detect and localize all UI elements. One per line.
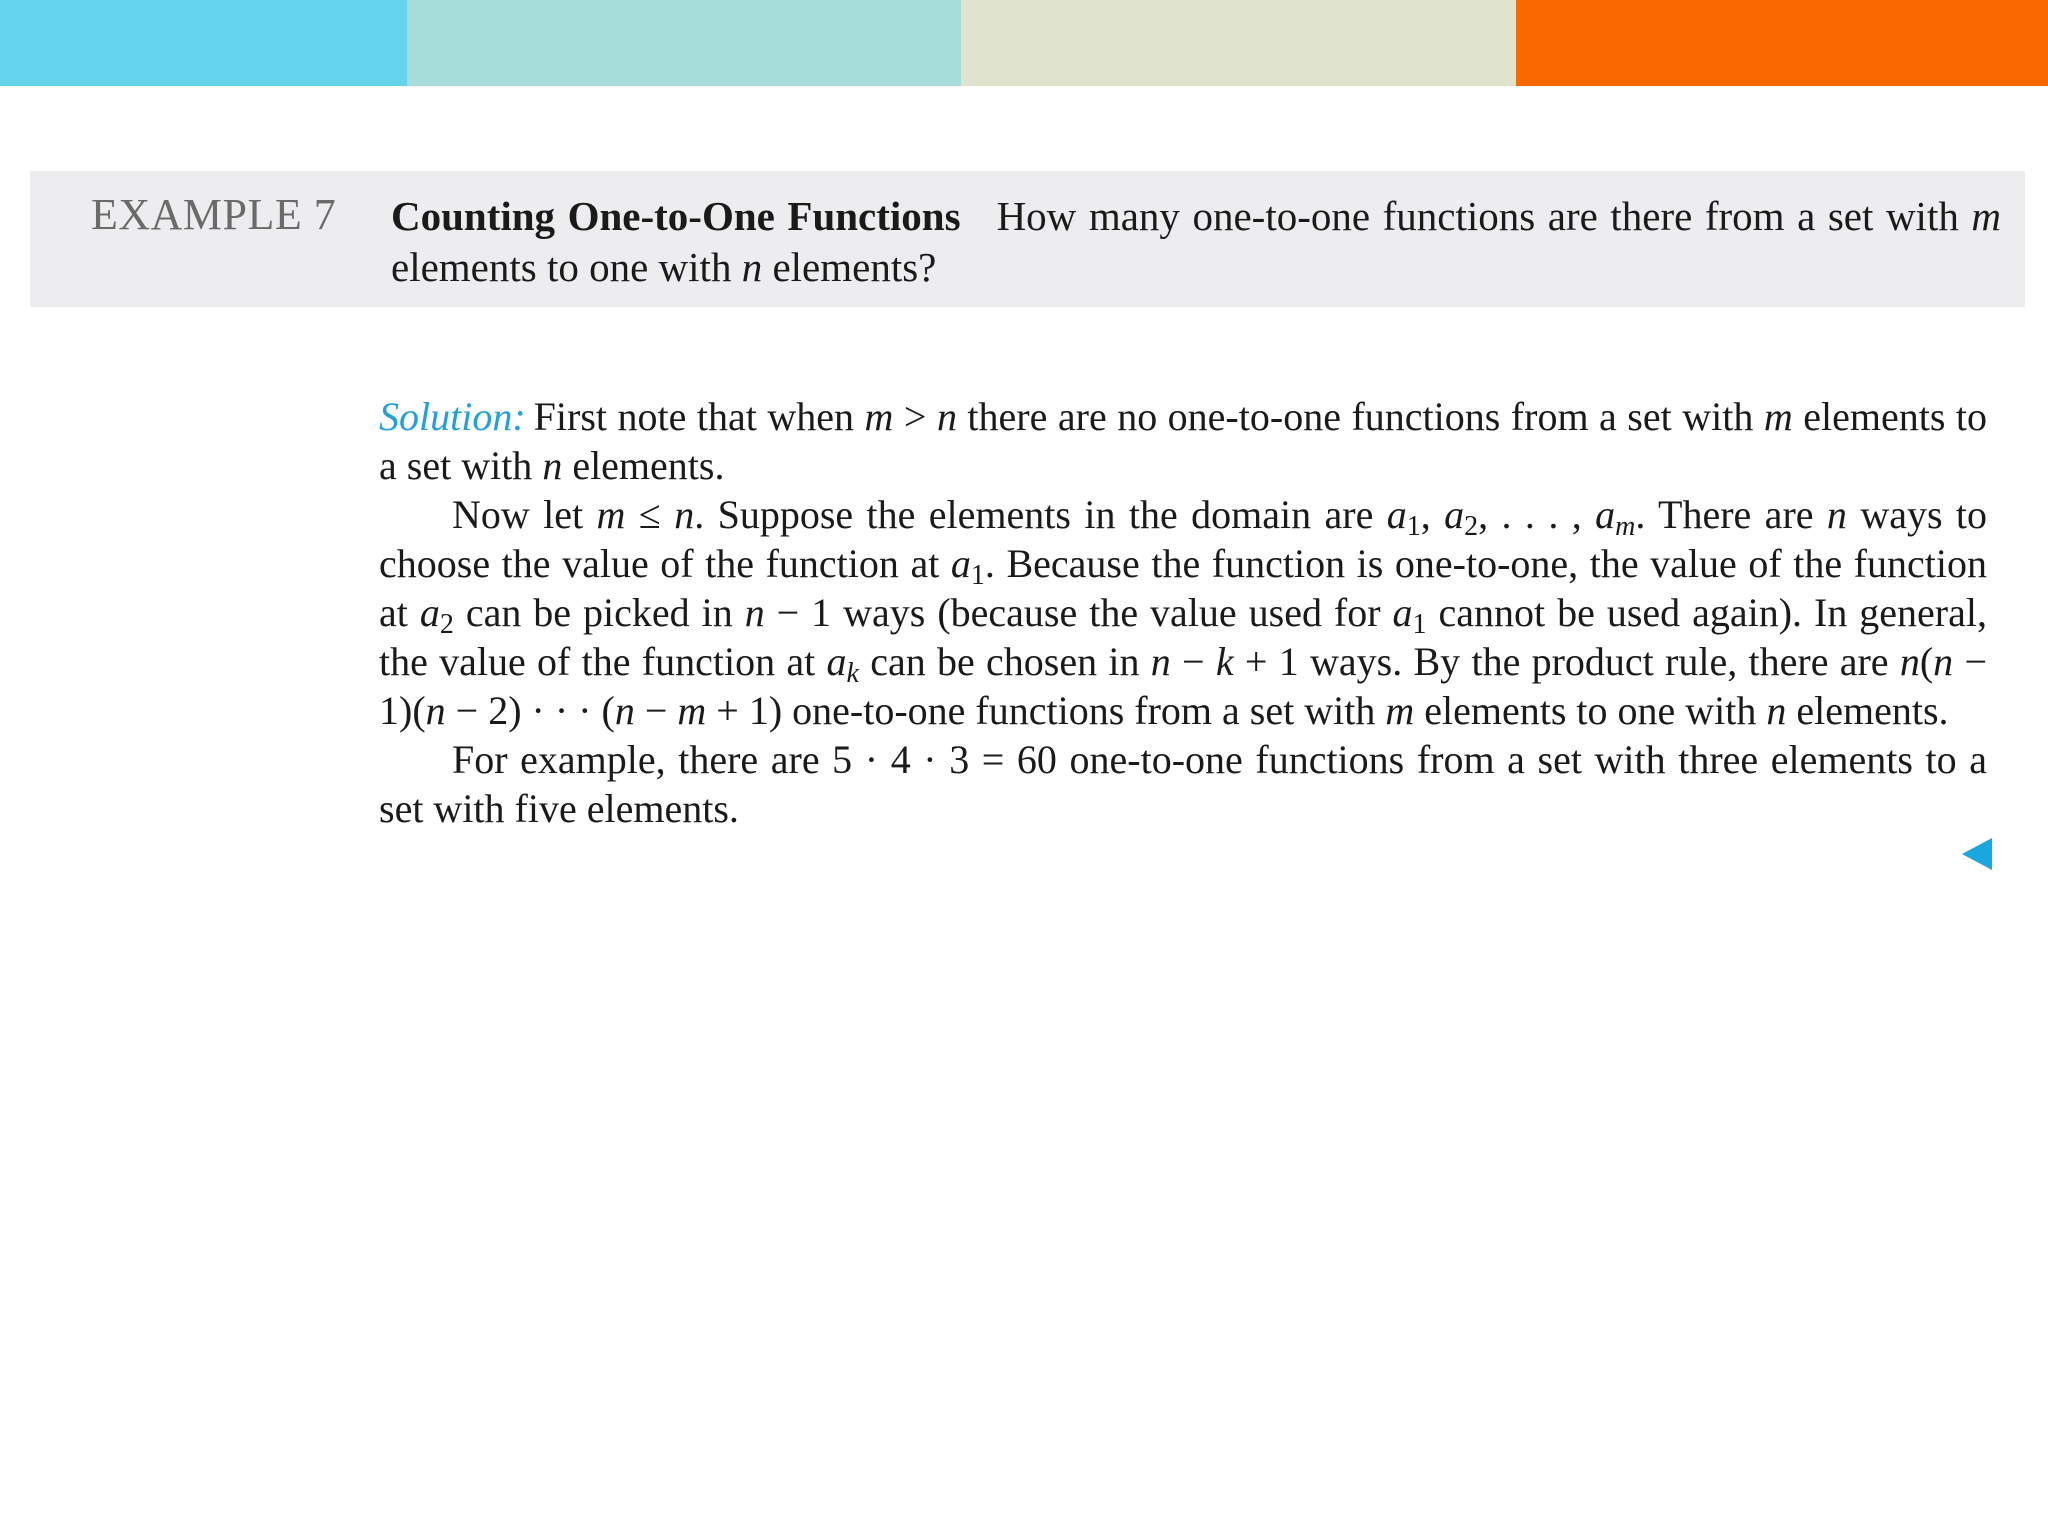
example-box <box>30 171 2025 307</box>
example-question: Counting One-to-One Functions How many one-to-one functions are there from a set with m elements to one with n elements? <box>391 193 2002 290</box>
color-bar-segment-2 <box>407 0 961 86</box>
solution-paragraph-3: For example, there are 5 · 4 · 3 = 60 one-to-one functions from a set with three elements to a set with five elements. <box>379 737 1987 831</box>
color-bar-segment-4 <box>1516 0 2048 86</box>
decorative-color-bar <box>0 0 2048 86</box>
color-bar-segment-1 <box>0 0 407 86</box>
end-of-example-triangle-icon <box>1962 838 1992 870</box>
solution-paragraph-2: Now let m ≤ n. Suppose the elements in the domain are $a_1$, $a_2$, . . . , $a_m$. There are n ways to choose the value of the function at $a_1$. Because the function is one-to-one, the value of the function at $a_2$ can be picked in n − 1 ways (because the value used for $a_1$ cannot be used again). In general, the value of the function at $a_k$ can be chosen in n − k + 1 ways. By the product rule, there are n(n − 1)(n − 2) · · · (n − m + 1) one-to-one functions from a set with m elements to one with n elements. <box>379 492 1988 733</box>
solution-label: Solution: <box>379 394 526 439</box>
example-title: Counting One-to-One Functions <box>391 193 961 239</box>
solution-paragraph-1: Solution: First note that when m > n there are no one-to-one functions from a set with m elements to a set with n elements. <box>379 394 1988 488</box>
color-bar-segment-3 <box>961 0 1516 86</box>
example-label: EXAMPLE 7 <box>91 190 337 239</box>
solution-body <box>379 392 1987 833</box>
